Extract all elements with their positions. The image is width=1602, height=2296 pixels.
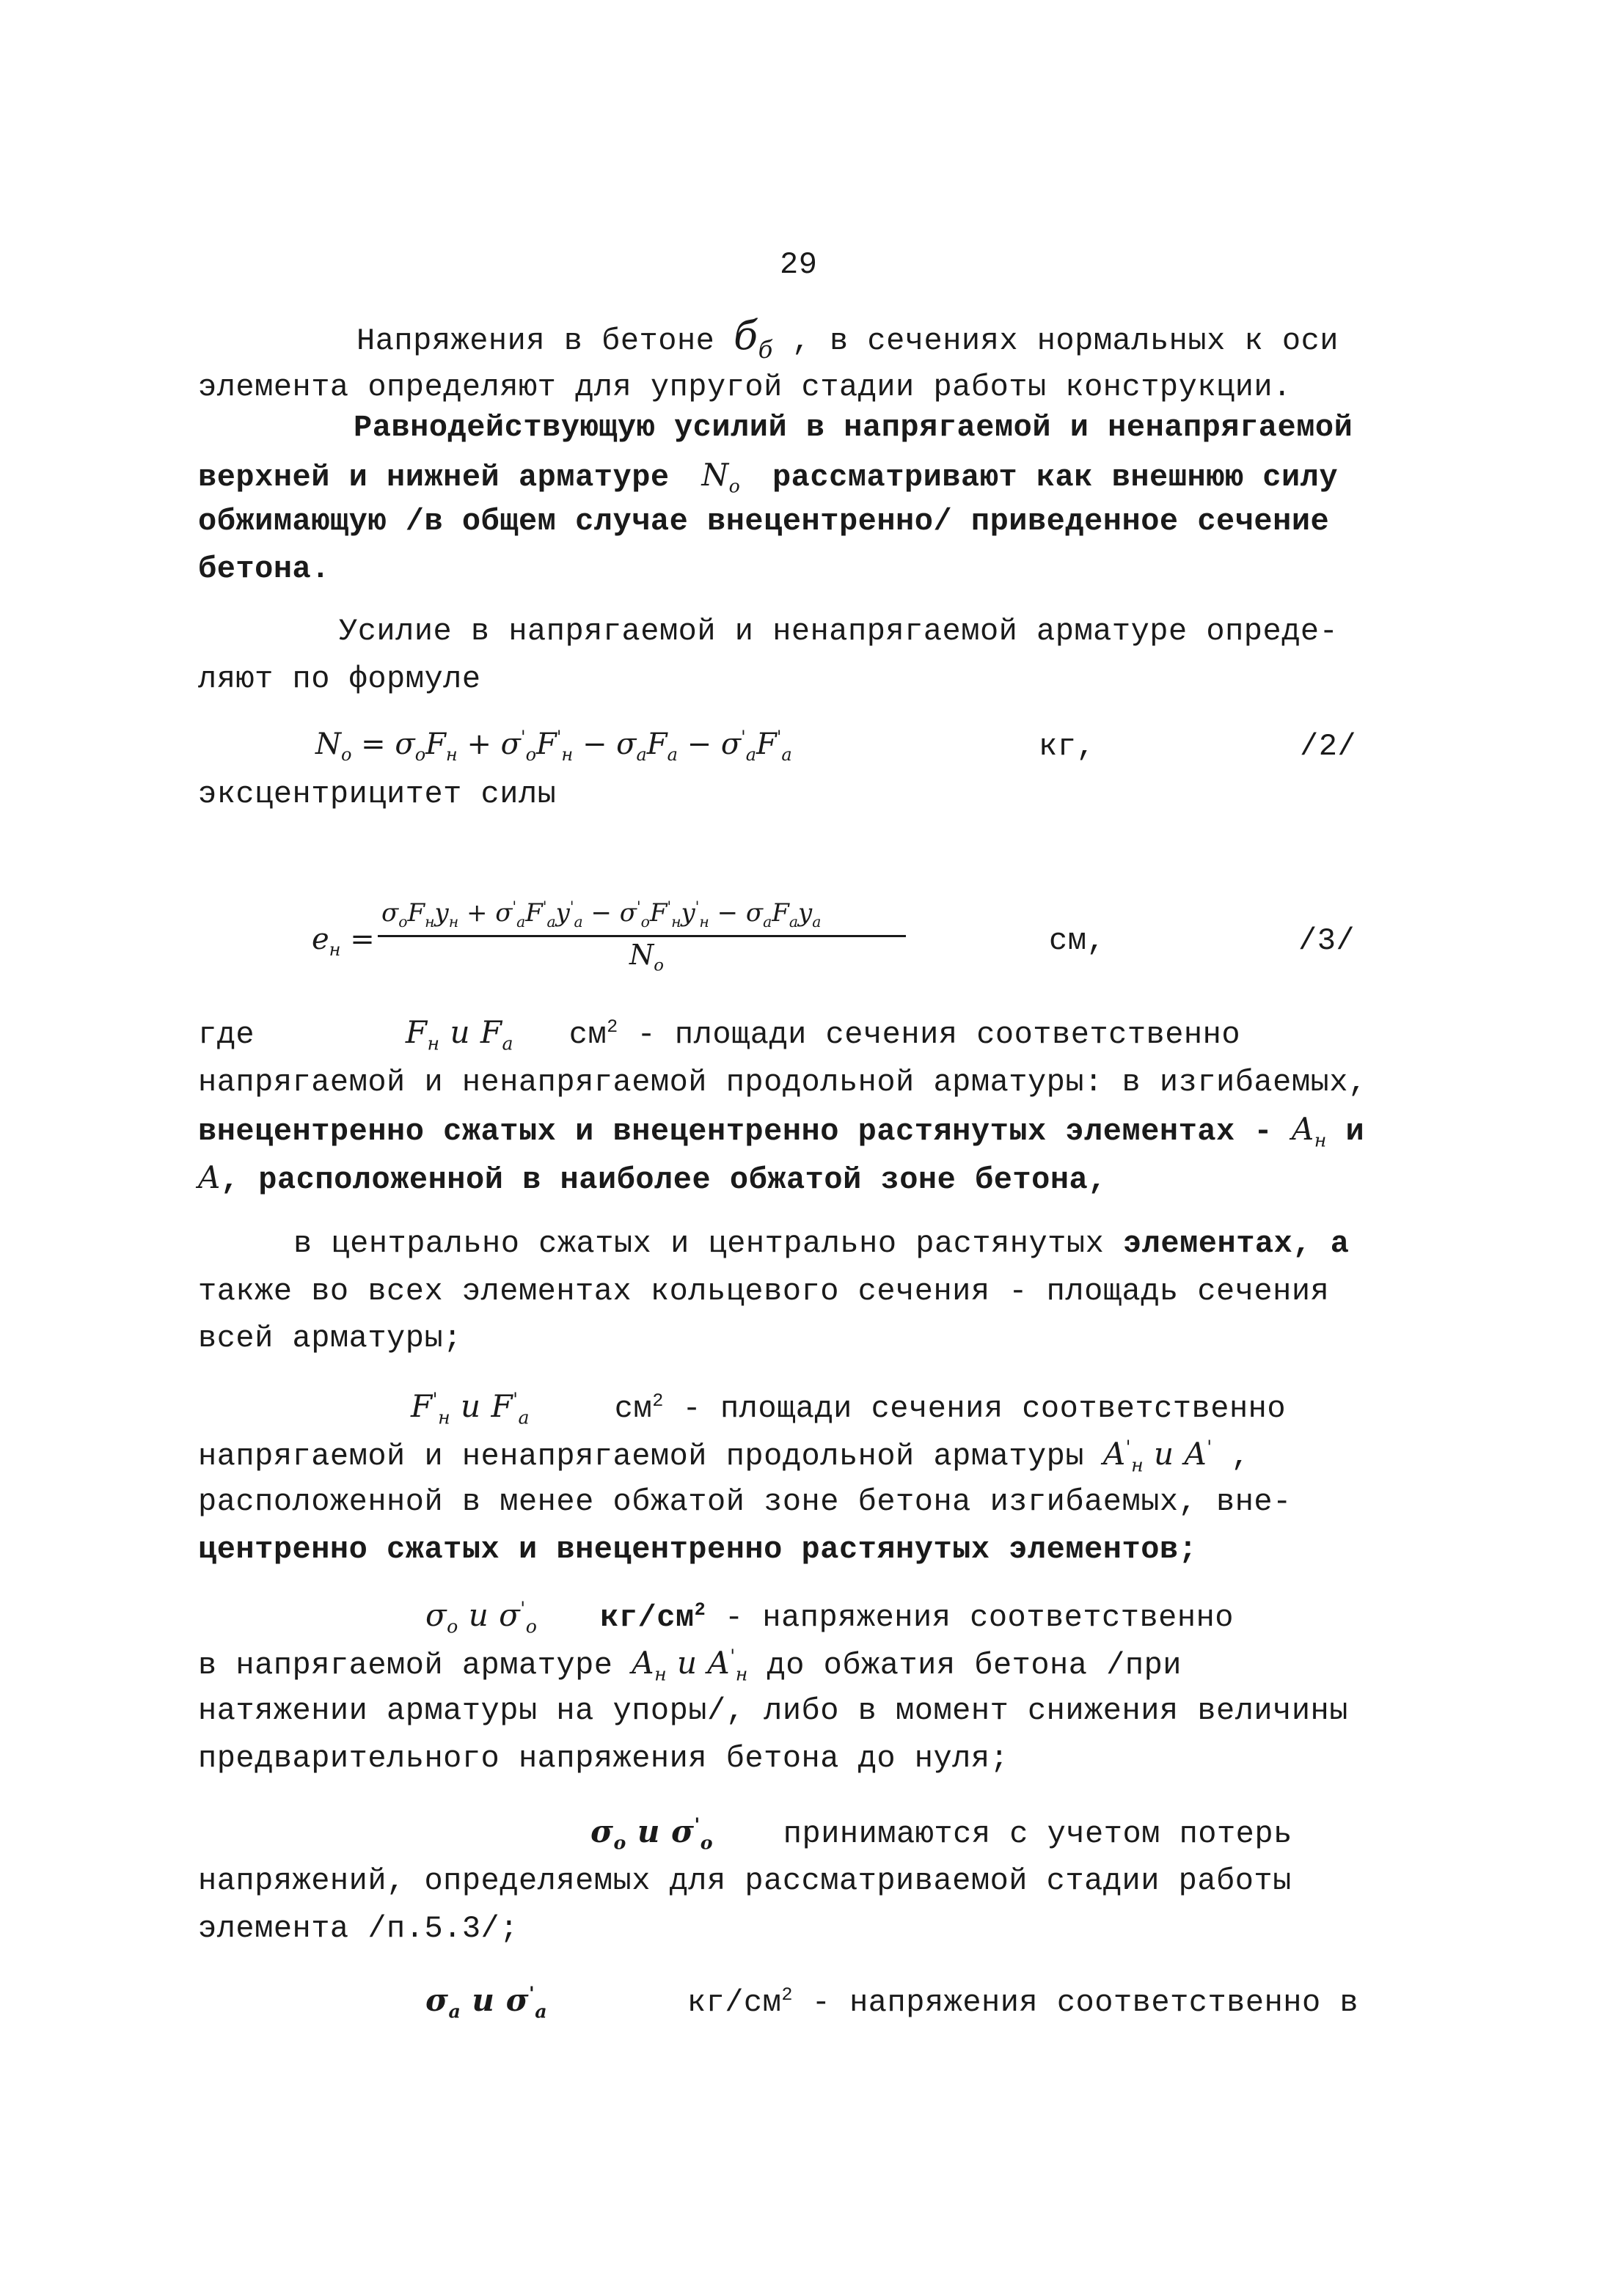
paragraph-4: эксцентрицитет силы: [198, 777, 557, 812]
ah-symbol: $A_н$: [1291, 1111, 1327, 1151]
definition-2-line-2: также во всех элементах кольцевого сечения - площадь сечения: [198, 1274, 1330, 1309]
paragraph-2-line-4: бетона.: [198, 551, 330, 587]
ah-and-ah-prime-symbols: $A_н$ и $A'_н$: [632, 1645, 748, 1685]
text: Напряжения в бетоне: [356, 323, 715, 359]
formula-3-fraction-bar: [378, 935, 906, 937]
formula-3-number: /3/: [1298, 923, 1356, 958]
definition-3-line-1: $F'_н$ и $F'_a$ $см^2$ - площади сечения соответственно: [411, 1388, 1287, 1428]
formula-2: $N_o = \sigma_oF_н + \sigma'_oF'_н - \sigma_aF_a - \sigma'_aF'_a$: [315, 727, 792, 765]
paragraph-3-line-2: ляют по формуле: [198, 661, 481, 697]
definition-4-line-3: натяжении арматуры на упоры/, либо в момент снижения величины: [198, 1693, 1348, 1728]
definition-3-line-3: расположенной в менее обжатой зоне бетона изгибаемых, вне-: [198, 1484, 1292, 1519]
formula-3-unit: см,: [1049, 923, 1106, 958]
n0-symbol: $N_о$: [701, 457, 741, 497]
sigma-b-symbol: $б_б$: [734, 312, 773, 364]
paragraph-3-line-1: Усилие в напрягаемой и ненапрягаемой арматуре опреде-: [339, 614, 1339, 649]
definition-5-line-2: напряжений, определяемых для рассматриваемой стадии работы: [198, 1863, 1292, 1899]
text: , в сечениях нормальных к оси: [791, 323, 1339, 359]
sigma-a-symbols: $\sigma_a$ и $\sigma'_a$: [425, 1982, 548, 2022]
fn-prime-and-fa-prime-symbols: $F'_н$ и $F'_a$: [411, 1388, 530, 1428]
formula-3-lhs: $e_н$ =: [312, 923, 375, 960]
definition-5-line-1: $\sigma_o$ и $\sigma'_o$ принимаются с учетом потерь: [590, 1813, 1292, 1854]
formula-3-denominator: $N_o$: [629, 939, 664, 975]
definition-3-line-2: напрягаемой и ненапрягаемой продольной арматуры $A'_н$ и A' ,: [198, 1436, 1251, 1476]
definition-1-line-4: A, расположенной в наиболее обжатой зоне бетона,: [198, 1159, 1107, 1197]
paragraph-2-line-3: обжимающую /в общем случае внецентренно/ приведенное сечение: [198, 504, 1330, 539]
definition-1-line-1: где $F_н$ и $F_a$ $см^2$ - площади сечения соответственно: [198, 1014, 1241, 1055]
definition-5-line-3: элемента /п.5.3/;: [198, 1911, 519, 1946]
sigma-o-bold-symbols: $\sigma_o$ и $\sigma'_o$: [590, 1813, 714, 1854]
paragraph-2-line-1: Равнодействующую усилий в напрягаемой и ненапрягаемой: [354, 410, 1353, 445]
ah-prime-and-a-prime-symbols: $A'_н$ и A': [1102, 1436, 1213, 1476]
definition-2-line-3: всей арматуры;: [198, 1321, 462, 1356]
definition-6-line-1: $\sigma_a$ и $\sigma'_a$ $кг/см^2$ - напряжения соответственно в: [425, 1982, 1359, 2022]
paragraph-1-line-1: [356, 312, 1339, 364]
definition-1-line-2: напрягаемой и ненапрягаемой продольной арматуры: в изгибаемых,: [198, 1065, 1367, 1100]
paragraph-1-line-2: элемента определяют для упругой стадии работы конструкции.: [198, 370, 1292, 405]
formula-2-number: /2/: [1300, 729, 1357, 764]
sigma-o-symbols: $\sigma_o$ и $\sigma'_o$: [425, 1597, 538, 1637]
definition-2-line-1: в центрально сжатых и центрально растянутых элементах, а: [293, 1226, 1350, 1261]
paragraph-2-line-2: верхней и нижней арматуре $N_о$ рассматривают как внешнюю силу: [198, 457, 1339, 497]
a-symbol: A: [198, 1159, 221, 1195]
definition-4-line-2: в напрягаемой арматуре $A_н$ и $A'_н$ до обжатия бетона /при: [198, 1645, 1182, 1685]
definition-3-line-4: центренно сжатых и внецентренно растянутых элементов;: [198, 1532, 1198, 1567]
definition-1-line-3: внецентренно сжатых и внецентренно растянутых элементах - $A_н$ и: [198, 1111, 1365, 1151]
fn-and-fa-symbols: $F_н$ и $F_a$: [405, 1014, 514, 1055]
definition-4-line-4: предварительного напряжения бетона до нуля;: [198, 1741, 1009, 1776]
page-number: 29: [780, 247, 818, 282]
formula-3-numerator: $\sigma_oF_нy_н + \sigma'_aF'_ay'_a - \sigma'_oF'_нy'_н - \sigma_aF_ay_a$: [381, 898, 822, 931]
definition-4-line-1: $\sigma_o$ и $\sigma'_o$ $кг/см^2$ - напряжения соответственно: [425, 1597, 1234, 1637]
formula-2-unit: кг,: [1039, 729, 1096, 764]
